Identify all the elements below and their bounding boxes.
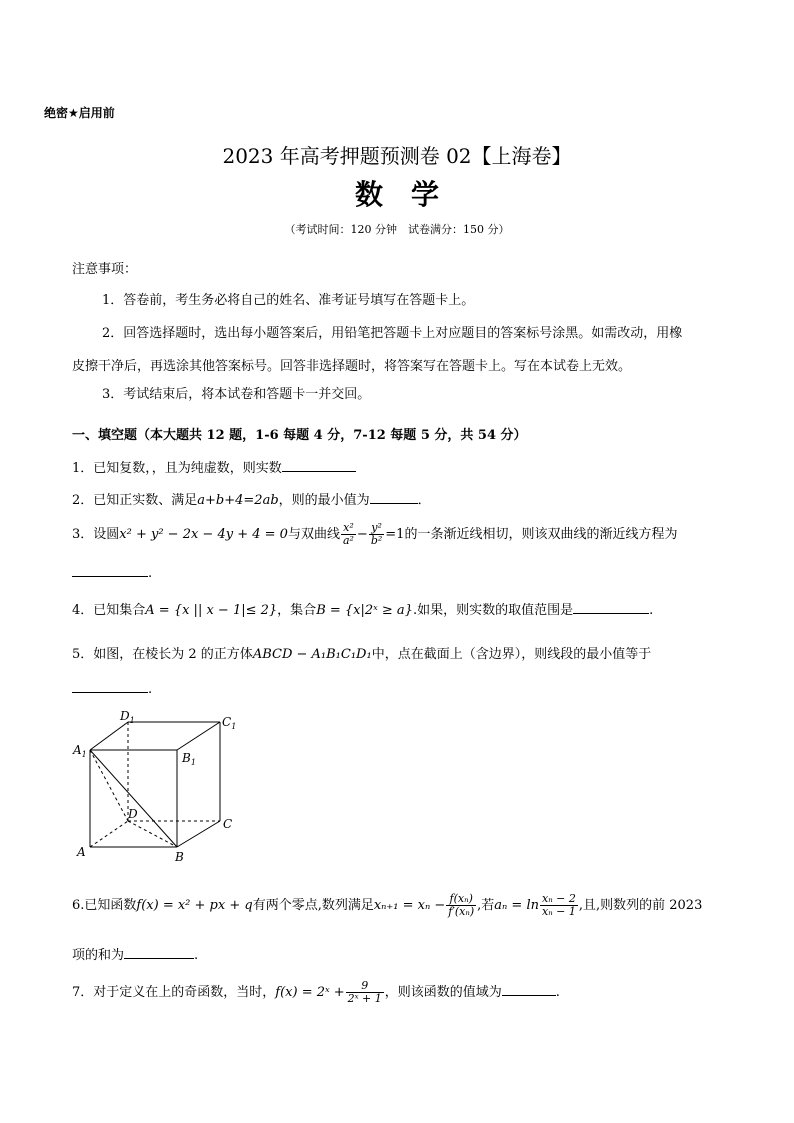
answer-blank[interactable]	[502, 983, 556, 996]
answer-blank[interactable]	[124, 946, 194, 959]
question-1-text: 1．已知复数，，且为纯虚数，则实数	[72, 461, 282, 476]
question-2	[72, 489, 431, 508]
hidden-line-d-b	[128, 821, 177, 847]
question-2-text: 2．已知正实数、满足	[72, 493, 198, 508]
cube-figure	[70, 706, 250, 866]
label-c: C	[223, 817, 233, 831]
answer-blank[interactable]	[370, 491, 418, 504]
numerator: 9	[346, 980, 384, 993]
question-5-text: 5．如图，在棱长为 2 的正方体	[72, 647, 253, 662]
fraction	[346, 980, 384, 1005]
exam-info: （考试时间：120 分钟 试卷满分：150 分）	[284, 223, 510, 236]
question-3-text: 的一条渐近线相切，则该双曲线的渐近线方程为	[404, 527, 678, 542]
question-6-text: ,若	[477, 898, 495, 913]
label-d: D	[128, 807, 138, 821]
punctuation: .	[649, 603, 654, 618]
question-5	[72, 643, 651, 662]
fraction	[540, 893, 578, 918]
formula: B = {x|2ˣ ≥ a}	[316, 603, 413, 618]
note-item-2-line-1: 2．回答选择题时，选出每小题答案后，用铅笔把答题卡上对应题目的答案标号涂黑。如需改动，用橡	[102, 326, 683, 341]
note-item-1: 1．答卷前，考生务必将自己的姓名、准考证号填写在答题卡上。	[102, 293, 475, 308]
edge	[177, 821, 220, 847]
punctuation: .	[148, 682, 153, 697]
label-a1: $A_1$	[73, 743, 87, 759]
punctuation: .	[148, 566, 153, 581]
fraction	[369, 522, 384, 547]
question-6-text: ,且,则数列的前 2023	[578, 898, 703, 913]
answer-blank[interactable]	[573, 601, 649, 614]
question-5-line-2	[72, 680, 152, 697]
denominator: a²	[342, 534, 354, 547]
denominator: f′(xₙ)	[448, 905, 475, 918]
question-4-text: ，集合	[277, 603, 317, 618]
label-c1: $C_1$	[222, 715, 237, 731]
subject-title: 数 学	[354, 178, 439, 211]
answer-blank[interactable]	[72, 680, 148, 693]
question-7-text: 7．对于定义在上的奇函数，当时，	[72, 985, 276, 1000]
question-4-text: 4．已知集合	[72, 603, 146, 618]
note-item-3: 3．考试结束后，将本试卷和答题卡一并交回。	[102, 387, 371, 402]
question-5-text: 中，点在截面上（含边界），则线段的最小值等于	[371, 647, 652, 662]
formula: x² + y² − 2x − 4y + 4 = 0	[119, 527, 288, 542]
edge	[177, 722, 220, 750]
numerator: y²	[369, 522, 384, 535]
numerator: x²	[341, 522, 356, 535]
fraction	[341, 522, 356, 547]
question-3-line-2	[72, 564, 152, 581]
fraction	[446, 893, 476, 918]
numerator: xₙ − 2	[541, 892, 576, 905]
diagonal-a1-b	[90, 750, 177, 847]
denominator: 2ˣ + 1	[347, 992, 382, 1005]
question-6-line-2	[72, 944, 198, 963]
notes-heading: 注意事项：	[72, 262, 138, 277]
question-3-text: 3．设圆	[72, 527, 120, 542]
question-6	[72, 893, 702, 918]
label-a: A	[77, 845, 86, 859]
edge	[90, 722, 128, 750]
formula: f(x) = x² + px + q	[136, 898, 253, 913]
question-1	[72, 457, 356, 476]
hidden-edge	[90, 821, 128, 847]
formula: =1	[385, 527, 405, 542]
answer-blank[interactable]	[72, 564, 148, 577]
answer-blank[interactable]	[282, 459, 356, 472]
question-3: 3．设圆x² + y² − 2x − 4y + 4 = 0与双曲线 $\frac{\text{x²}}{\text{a²}}$ − $\frac{\text{y²}}{\text{b²}}$ =1的一条渐近线相切，则该双曲线的渐近线方程为	[72, 521, 678, 547]
question-6-text: 项的和为	[72, 948, 125, 963]
question-4-text: .如果，则实数的取值范围是	[412, 603, 574, 618]
punctuation: ．	[417, 493, 431, 508]
formula: a+b+4=2ab	[197, 493, 279, 508]
punctuation: .	[194, 948, 199, 963]
punctuation: .	[555, 985, 560, 1000]
question-6-text: 有两个零点,数列满足	[252, 898, 374, 913]
question-7-text: ，则该函数的值域为	[384, 985, 502, 1000]
question-2-text: ，则的最小值为	[278, 493, 370, 508]
label-b1: $B_1$	[182, 751, 196, 767]
denominator: xₙ − 1	[541, 905, 576, 918]
note-item-2-line-2: 皮擦干净后，再选涂其他答案标号。回答非选择题时，将答案写在答题卡上。写在本试卷上无效。	[72, 359, 632, 374]
denominator: b²	[370, 534, 383, 547]
exam-title: 2023 年高考押题预测卷 02【上海卷】	[222, 144, 572, 168]
formula: f(x) = 2ˣ +	[275, 985, 345, 1000]
numerator: f(xₙ)	[446, 893, 476, 906]
section-heading: 一、填空题（本大题共 12 题，1-6 每题 4 分，7-12 每题 5 分，共 54 分）	[72, 428, 527, 443]
question-3-text: 与双曲线	[287, 527, 340, 542]
formula: xₙ₊₁ = xₙ −	[373, 898, 446, 913]
formula: aₙ = ln	[494, 898, 539, 913]
formula: A = {x || x − 1|≤ 2}	[145, 603, 278, 618]
formula: ABCD − A₁B₁C₁D₁	[252, 647, 372, 662]
question-4	[72, 599, 653, 618]
question-7	[72, 980, 560, 1005]
question-6-text: 6.已知函数	[72, 898, 137, 913]
label-d1: $D_1$	[120, 709, 135, 725]
label-b: B	[175, 850, 184, 864]
secret-label: 绝密★启用前	[44, 106, 115, 120]
